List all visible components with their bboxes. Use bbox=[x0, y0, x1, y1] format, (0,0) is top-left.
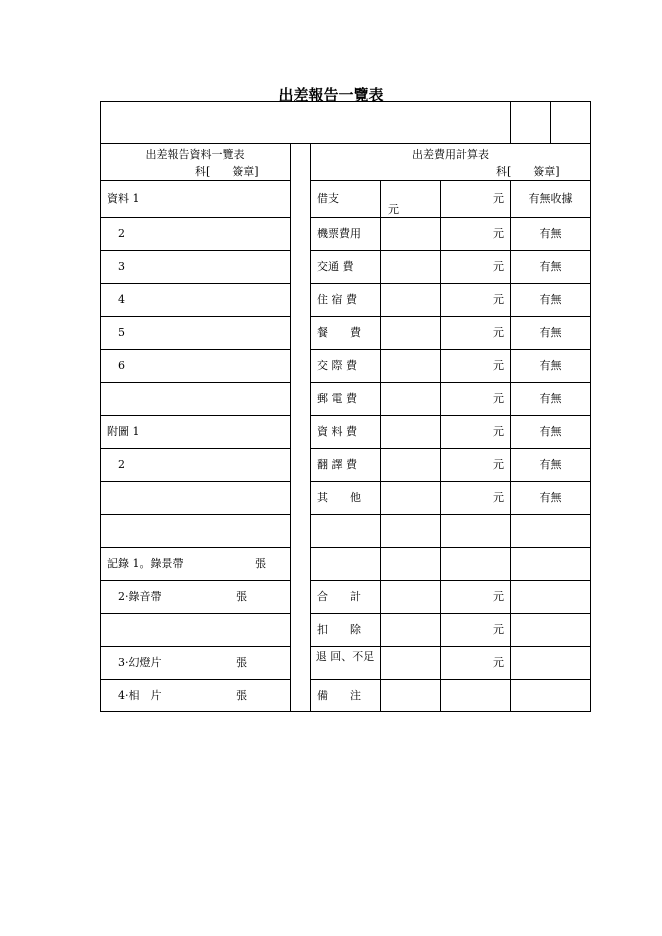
right-col-line-1 bbox=[380, 180, 381, 712]
amount-unit: 元 bbox=[493, 259, 504, 273]
left-table-right-edge bbox=[290, 143, 291, 712]
left-header-sign: 科[ 簽章] bbox=[195, 165, 259, 178]
receipt-header: 有無收據 bbox=[528, 191, 573, 205]
left-row-line bbox=[100, 481, 290, 482]
right-row-line bbox=[310, 415, 591, 416]
right-row-label: 資 料 費 bbox=[317, 424, 357, 438]
right-row-line bbox=[310, 180, 591, 181]
right-row-label: 備 注 bbox=[317, 688, 361, 702]
left-row-label: 4·相 片 bbox=[107, 688, 162, 702]
right-row-line bbox=[310, 448, 591, 449]
right-row-label: 其 他 bbox=[317, 490, 361, 504]
receipt-value: 有無 bbox=[539, 226, 562, 240]
amount-unit: 元 bbox=[493, 292, 504, 306]
left-row-label: 2·錄音帶 bbox=[107, 589, 162, 603]
amount-unit: 元 bbox=[493, 655, 504, 669]
left-row-line bbox=[100, 547, 290, 548]
amount-unit: 元 bbox=[493, 589, 504, 603]
amount-unit: 元 bbox=[493, 391, 504, 405]
right-header-sign: 科[ 簽章] bbox=[496, 165, 560, 178]
right-row-line bbox=[310, 217, 591, 218]
right-row-line bbox=[310, 580, 591, 581]
left-row-line bbox=[100, 382, 290, 383]
amount-unit: 元 bbox=[493, 622, 504, 636]
right-row-label: 餐 費 bbox=[317, 325, 361, 339]
left-row-label: 資料 1 bbox=[107, 191, 140, 205]
receipt-value: 有無 bbox=[539, 259, 562, 273]
left-row-line bbox=[100, 514, 290, 515]
amount-unit: 元 bbox=[493, 191, 504, 205]
left-row-line bbox=[100, 217, 290, 218]
left-row-line bbox=[100, 448, 290, 449]
left-row-label: 5 bbox=[107, 325, 125, 339]
right-row-line bbox=[310, 250, 591, 251]
right-row-label: 郵 電 費 bbox=[317, 391, 357, 405]
amount-unit: 元 bbox=[493, 226, 504, 240]
left-row-label: 附圖 1 bbox=[107, 424, 140, 438]
right-row-line bbox=[310, 679, 591, 680]
right-row-label: 翻 譯 費 bbox=[317, 457, 357, 471]
amount-unit: 元 bbox=[493, 358, 504, 372]
right-row-label: 扣 除 bbox=[317, 622, 361, 636]
left-row-label: 2 bbox=[107, 226, 125, 240]
receipt-value: 有無 bbox=[539, 457, 562, 471]
right-row-line bbox=[310, 382, 591, 383]
receipt-value: 有無 bbox=[539, 325, 562, 339]
right-row-line bbox=[310, 481, 591, 482]
top-row-divider-2 bbox=[550, 101, 551, 143]
right-row-line bbox=[310, 316, 591, 317]
receipt-value: 有無 bbox=[539, 292, 562, 306]
right-header-title: 出差費用計算表 bbox=[412, 148, 489, 161]
left-row-line bbox=[100, 646, 290, 647]
left-row-line bbox=[100, 415, 290, 416]
right-row-line bbox=[310, 547, 591, 548]
left-row-line bbox=[100, 679, 290, 680]
left-row-line bbox=[100, 580, 290, 581]
right-table-left-edge bbox=[310, 143, 311, 712]
right-row-label: 退 回、不足 bbox=[315, 650, 375, 663]
left-row-label: 3 bbox=[107, 259, 125, 273]
top-row-bottom-line bbox=[100, 143, 591, 144]
right-row-line bbox=[310, 613, 591, 614]
amount-unit: 元 bbox=[493, 457, 504, 471]
amount-unit: 元 bbox=[493, 325, 504, 339]
receipt-value: 有無 bbox=[539, 490, 562, 504]
left-row-label: 6 bbox=[107, 358, 125, 372]
receipt-value: 有無 bbox=[539, 424, 562, 438]
right-col-line-2 bbox=[440, 180, 441, 712]
right-row-line bbox=[310, 646, 591, 647]
right-row-label: 機票費用 bbox=[317, 226, 361, 240]
left-row-label: 3·幻燈片 bbox=[107, 655, 162, 669]
left-row-unit: 張 bbox=[236, 688, 247, 702]
right-row-line bbox=[310, 349, 591, 350]
right-row-label: 合 計 bbox=[317, 589, 361, 603]
page-title: 出差報告一覽表 bbox=[278, 86, 384, 104]
right-row-label: 交通 費 bbox=[317, 259, 354, 273]
left-row-label: 2 bbox=[107, 457, 125, 471]
left-row-label: 記錄 1。錄景帶 bbox=[107, 556, 184, 570]
left-row-line bbox=[100, 180, 290, 181]
receipt-value: 有無 bbox=[539, 358, 562, 372]
receipt-value: 有無 bbox=[539, 391, 562, 405]
amount-unit: 元 bbox=[493, 490, 504, 504]
left-header-title: 出差報告資料一覽表 bbox=[145, 148, 245, 161]
top-row-divider-1 bbox=[510, 101, 511, 143]
left-row-unit: 張 bbox=[236, 589, 247, 603]
left-row-line bbox=[100, 283, 290, 284]
amount-unit: 元 bbox=[388, 203, 399, 216]
right-row-label: 借支 bbox=[317, 191, 339, 205]
right-row-line bbox=[310, 283, 591, 284]
left-row-line bbox=[100, 250, 290, 251]
left-row-unit: 張 bbox=[255, 556, 266, 570]
right-row-label: 住 宿 費 bbox=[317, 292, 357, 306]
left-row-line bbox=[100, 349, 290, 350]
left-row-label: 4 bbox=[107, 292, 125, 306]
right-row-label: 交 際 費 bbox=[317, 358, 357, 372]
left-row-unit: 張 bbox=[236, 655, 247, 669]
right-row-line bbox=[310, 514, 591, 515]
left-row-line bbox=[100, 316, 290, 317]
left-row-line bbox=[100, 613, 290, 614]
amount-unit: 元 bbox=[493, 424, 504, 438]
